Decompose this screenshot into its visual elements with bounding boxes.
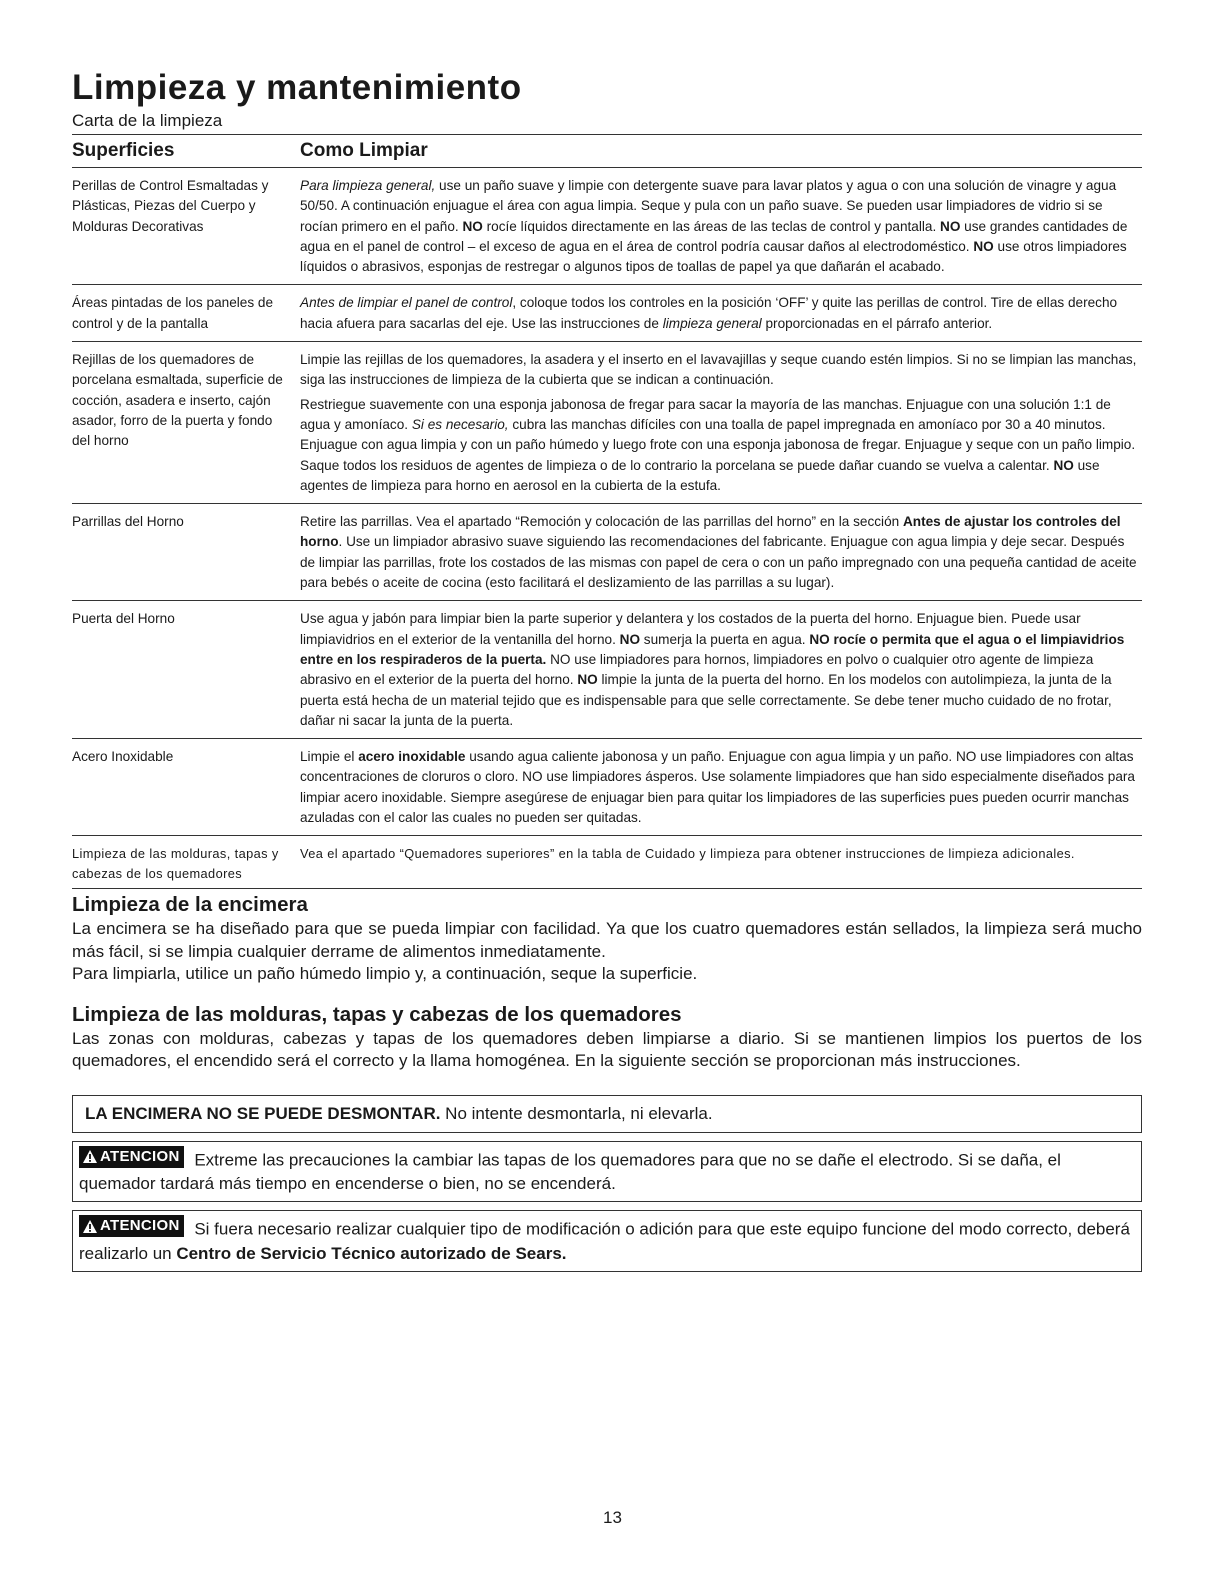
text: Retire las parrillas. Vea el apartado “Remoción y colocación de las parrillas del horno” en la sección	[300, 514, 903, 530]
bold-text: acero inoxidable	[358, 749, 466, 765]
bold-text: LA ENCIMERA NO SE PUEDE DESMONTAR.	[85, 1103, 441, 1123]
text: cubra las manchas difíciles con una toalla de papel impregnada en amoníaco por 30 a 40 minutos. Enjuague con agua limpia y con un paño húmedo y luego frote con una esponja jabonosa de fregar. Enjuague y seque con un paño limpio. Saque todos los residuos de agentes de limpieza o de lo contrario la porcelana se puede dañar cuando se vuelva a calentar.	[300, 416, 1136, 473]
table-row	[72, 836, 1142, 889]
bold-text: Centro de Servicio Técnico autorizado de Sears.	[176, 1243, 567, 1263]
table-row	[72, 168, 1142, 285]
how-cell	[300, 350, 1142, 496]
bold-text: NO	[973, 238, 994, 254]
table-header	[72, 135, 1142, 168]
paragraph: Para limpiarla, utilice un paño húmedo limpio y, a continuación, seque la superficie.	[72, 964, 698, 984]
text: Use agua y jabón para limpiar bien la parte superior y delantera y los costados de la puerta del horno. Enjuague bien. Puede usar limpiavidrios en el exterior de la ventanilla del horno.	[300, 611, 1081, 647]
how-cell	[300, 293, 1142, 334]
bold-text: NO rocíe o permita que el agua o el limpiavidrios entre en los respiraderos de la puerta.	[300, 631, 1125, 667]
caution-box	[72, 1141, 1142, 1203]
warning-triangle-icon	[82, 1149, 98, 1164]
italic-text: Para limpieza general,	[300, 178, 436, 193]
caution-box	[72, 1210, 1142, 1272]
badge-label: ATENCION	[100, 1147, 180, 1165]
paragraph: Limpie las rejillas de los quemadores, la asadera y el inserto en el lavavajillas y seque cuando estén limpios. Si no se limpian las manchas, siga las instrucciones de limpieza de la cubierta que se indican a continuación.	[300, 352, 1137, 388]
section-heading: Limpieza de la encimera	[72, 893, 308, 917]
surface-cell: Limpieza de las molduras, tapas y cabezas de los quemadores	[72, 846, 279, 881]
surface-cell: Acero Inoxidable	[72, 749, 174, 765]
page-number: 13	[603, 1508, 622, 1527]
bold-text: NO	[577, 672, 598, 688]
column-header-surfaces: Superficies	[72, 140, 175, 161]
cooktop-section	[72, 892, 1142, 986]
bold-text: NO	[619, 631, 641, 647]
italic-text: limpieza general	[662, 315, 762, 331]
text: use otros limpiadores líquidos o abrasivos, esponjas de restregar o algunos tipos de toallas de papel ya que dañarán el acabado.	[300, 238, 1127, 275]
text: Limpie el	[300, 749, 359, 765]
text: use agentes de limpieza para horno en aerosol en la cubierta de la estufa.	[300, 457, 1100, 493]
caution-badge	[79, 1215, 184, 1237]
surface-cell: Puerta del Horno	[72, 611, 175, 627]
how-cell	[300, 512, 1142, 593]
text: NO use limpiadores para hornos, limpiadores en polvo o cualquier otro agente de limpieza abrasivo en el exterior de la puerta del horno.	[300, 651, 1094, 688]
table-row	[72, 504, 1142, 601]
burners-section	[72, 1002, 1142, 1073]
page-title: Limpieza y mantenimiento	[72, 68, 522, 107]
text: limpie la junta de la puerta del horno. En los modelos con autolimpieza, la junta de la puerta está hecha de un material tejido que es indispensable para que selle correctamente. Se debe tener mucho cuidado de no frotar, dañar ni sacar la junta de la puerta.	[300, 672, 1112, 728]
bold-text: NO	[1053, 457, 1074, 473]
italic-text: Si es necesario,	[411, 416, 509, 432]
text: Si fuera necesario realizar cualquier tipo de modificación o adición para que este equipo funcione del modo correcto, deberá realizarlo un	[79, 1219, 1130, 1263]
page-subtitle: Carta de la limpieza	[72, 111, 223, 130]
text: , coloque todos los controles en la posición ‘OFF’ y quite las perillas de control. Tire de ellas derecho hacia afuera para sacarlas del eje. Use las instrucciones de	[300, 295, 1118, 331]
how-cell	[300, 176, 1142, 277]
bold-text: NO	[462, 218, 483, 234]
text: . Use un limpiador abrasivo suave siguiendo las recomendaciones del fabricante. Enjuague con agua limpia y deje secar. Después de limpiar las parrillas, frote los costados de las mismas con papel de cera o con un paño impregnado con una pequeña cantidad de aceite para bebés o aceite de cocina (esto facilitará el deslizamiento de las parrillas a su lugar).	[300, 534, 1137, 591]
how-cell	[300, 609, 1142, 731]
surface-cell: Rejillas de los quemadores de porcelana esmaltada, superficie de cocción, asadera e inserto, cajón asador, forro de la puerta y fondo del horno	[72, 352, 283, 449]
page-content	[72, 66, 1142, 1272]
text: Extreme las precauciones la cambiar las tapas de los quemadores para que no se dañe el electrodo. Si se daña, el quemador tardará más tiempo en encenderse o bien, no se encenderá.	[79, 1150, 1061, 1194]
text: proporcionadas en el párrafo anterior.	[761, 315, 993, 331]
text: use grandes cantidades de agua en el panel de control – el exceso de agua en el área de control podría causar daños al electrodoméstico.	[300, 218, 1128, 254]
paragraph: Las zonas con molduras, cabezas y tapas de los quemadores deben limpiarse a diario. Si se mantienen limpios los puertos de los quemadores, el encendido será el correcto y la llama homogénea. En la siguiente sección se proporcionan más instrucciones.	[72, 1028, 1142, 1071]
how-cell	[300, 747, 1142, 828]
table-row	[72, 739, 1142, 836]
bold-text: Antes de ajustar los controles del horno	[300, 514, 1121, 550]
table-row	[72, 601, 1142, 739]
text: No intente desmontarla, ni elevarla.	[440, 1103, 713, 1123]
text: Restriegue suavemente con una esponja jabonosa de fregar para sacar la mayoría de las manchas. Enjuague con una solución 1:1 de agua y amoníaco.	[300, 396, 1111, 432]
badge-label: ATENCION	[100, 1217, 180, 1235]
column-header-how: Como Limpiar	[300, 140, 428, 161]
table-row	[72, 285, 1142, 342]
notice-box	[72, 1095, 1142, 1133]
how-cell	[300, 844, 1142, 883]
italic-text: Antes de limpiar el panel de control	[300, 295, 513, 311]
caution-badge	[79, 1146, 184, 1168]
text: use un paño suave y limpie con detergente suave para lavar platos y agua o con una solución de vinagre y agua 50/50. A continuación enjuague el área con agua limpia. Seque y pula con un paño suave. Se pueden usar limpiadores de vidrio si se rocían primero en el paño.	[300, 178, 1117, 234]
bold-text: NO	[940, 218, 961, 234]
text: rocíe líquidos directamente en las áreas de las teclas de control y pantalla.	[482, 218, 941, 234]
table-row	[72, 342, 1142, 504]
paragraph: La encimera se ha diseñado para que se pueda limpiar con facilidad. Ya que los cuatro quemadores están sellados, la limpieza será mucho más fácil, si se limpia cualquier derrame de alimentos inmediatamente.	[72, 919, 1142, 961]
surface-cell: Perillas de Control Esmaltadas y Plásticas, Piezas del Cuerpo y Molduras Decorativas	[72, 178, 269, 234]
text: usando agua caliente jabonosa y un paño. Enjuague con agua limpia y un paño. NO use limpiadores con altas concentraciones de cloruros o cloro. NO use limpiadores ásperos. Use solamente limpiadores que han sido especialmente diseñados para limpiar acero inoxidable. Siempre asegúrese de enjuagar bien para quitar los limpiadores de las superficies pues pueden ocurrir manchas azuladas con el calor las cuales no pueden ser quitadas.	[300, 749, 1135, 826]
text: sumerja la puerta en agua.	[640, 631, 810, 647]
section-heading: Limpieza de las molduras, tapas y cabezas de los quemadores	[72, 1002, 682, 1026]
surface-cell: Parrillas del Horno	[72, 514, 184, 530]
paragraph: Vea el apartado “Quemadores superiores” en la tabla de Cuidado y limpieza para obtener instrucciones de limpieza adicionales.	[300, 846, 1075, 862]
warning-triangle-icon	[82, 1219, 98, 1234]
surface-cell: Áreas pintadas de los paneles de control y de la pantalla	[72, 295, 274, 331]
